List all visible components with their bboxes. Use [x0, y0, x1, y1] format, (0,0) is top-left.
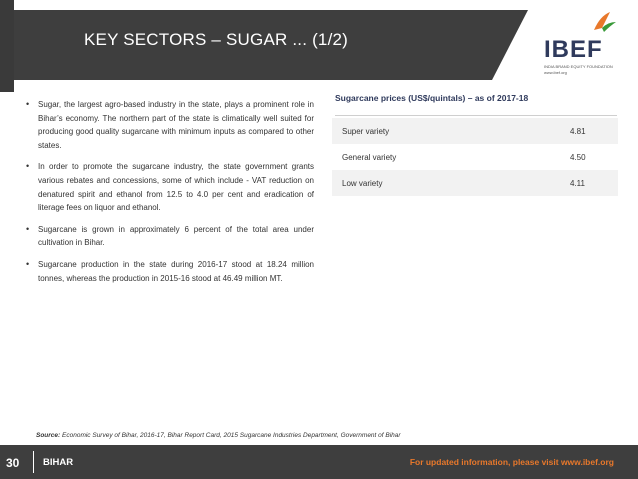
- row-label: Super variety: [342, 126, 390, 136]
- logo-tagline: [544, 64, 630, 76]
- row-value: 4.50: [570, 152, 586, 162]
- row-label: General variety: [342, 152, 397, 162]
- bullet-item: [26, 258, 314, 285]
- bullet-item: [26, 98, 314, 152]
- bullet-text: Sugarcane is grown in approximately 6 percent of the total area under cultivation in Bihar.: [38, 224, 314, 248]
- table-title: Sugarcane prices (US$/quintals) – as of 2017-18: [335, 93, 617, 116]
- bullet-text: Sugar, the largest agro-based industry in the state, plays a prominent role in Bihar’s economy. The northern part of the state is climatically well suited for producing good quality sugarcane with minimum inputs as compared to other states.: [38, 100, 314, 150]
- bullet-dot-icon: •: [26, 161, 30, 172]
- bullet-item: [26, 223, 314, 250]
- header: [0, 0, 638, 92]
- logo-bird-icon: [536, 8, 634, 38]
- row-value: 4.81: [570, 126, 586, 136]
- price-table: [332, 118, 618, 196]
- bullet-dot-icon: •: [26, 258, 30, 269]
- ibef-logo: [536, 8, 634, 86]
- footer-divider: [33, 451, 34, 473]
- page-number: 30: [6, 456, 20, 470]
- source-text: Economic Survey of Bihar, 2016-17, Bihar Report Card, 2015 Sugarcane Industries Department, Government of Bihar: [62, 432, 401, 439]
- bullet-list: [26, 98, 314, 293]
- table-row: [332, 144, 618, 170]
- footer-website-link[interactable]: For updated information, please visit www.ibef.org: [409, 457, 614, 467]
- logo-url: www.ibef.org: [544, 70, 567, 75]
- bullet-dot-icon: •: [26, 99, 30, 109]
- table-row: [332, 170, 618, 196]
- bullet-item: [26, 160, 314, 214]
- bullet-dot-icon: •: [26, 223, 30, 234]
- logo-text: IBEF: [544, 36, 603, 63]
- row-value: 4.11: [570, 178, 585, 188]
- header-left-block: [0, 0, 14, 92]
- bullet-text: Sugarcane production in the state during 2016-17 stood at 18.24 million tonnes, whereas the production in 2015-16 stood at 46.49 million MT.: [38, 259, 314, 283]
- source-label: Source:: [36, 432, 61, 439]
- page-title: KEY SECTORS – SUGAR ... (1/2): [84, 30, 349, 49]
- footer-bar: [0, 445, 638, 479]
- bullet-text: In order to promote the sugarcane industry, the state government grants various rebates and concessions, some of which include - VAT reduction on denatured spirit and ethanol from 12.5 to 4.0 per cent and eradication of literage fees on liquor and ethanol.: [38, 162, 314, 213]
- source-note: [36, 432, 596, 439]
- logo-tagline-text: INDIA BRAND EQUITY FOUNDATION: [544, 64, 613, 69]
- row-label: Low variety: [342, 178, 383, 188]
- table-row: [332, 118, 618, 144]
- footer-state-label: BIHAR: [43, 457, 74, 468]
